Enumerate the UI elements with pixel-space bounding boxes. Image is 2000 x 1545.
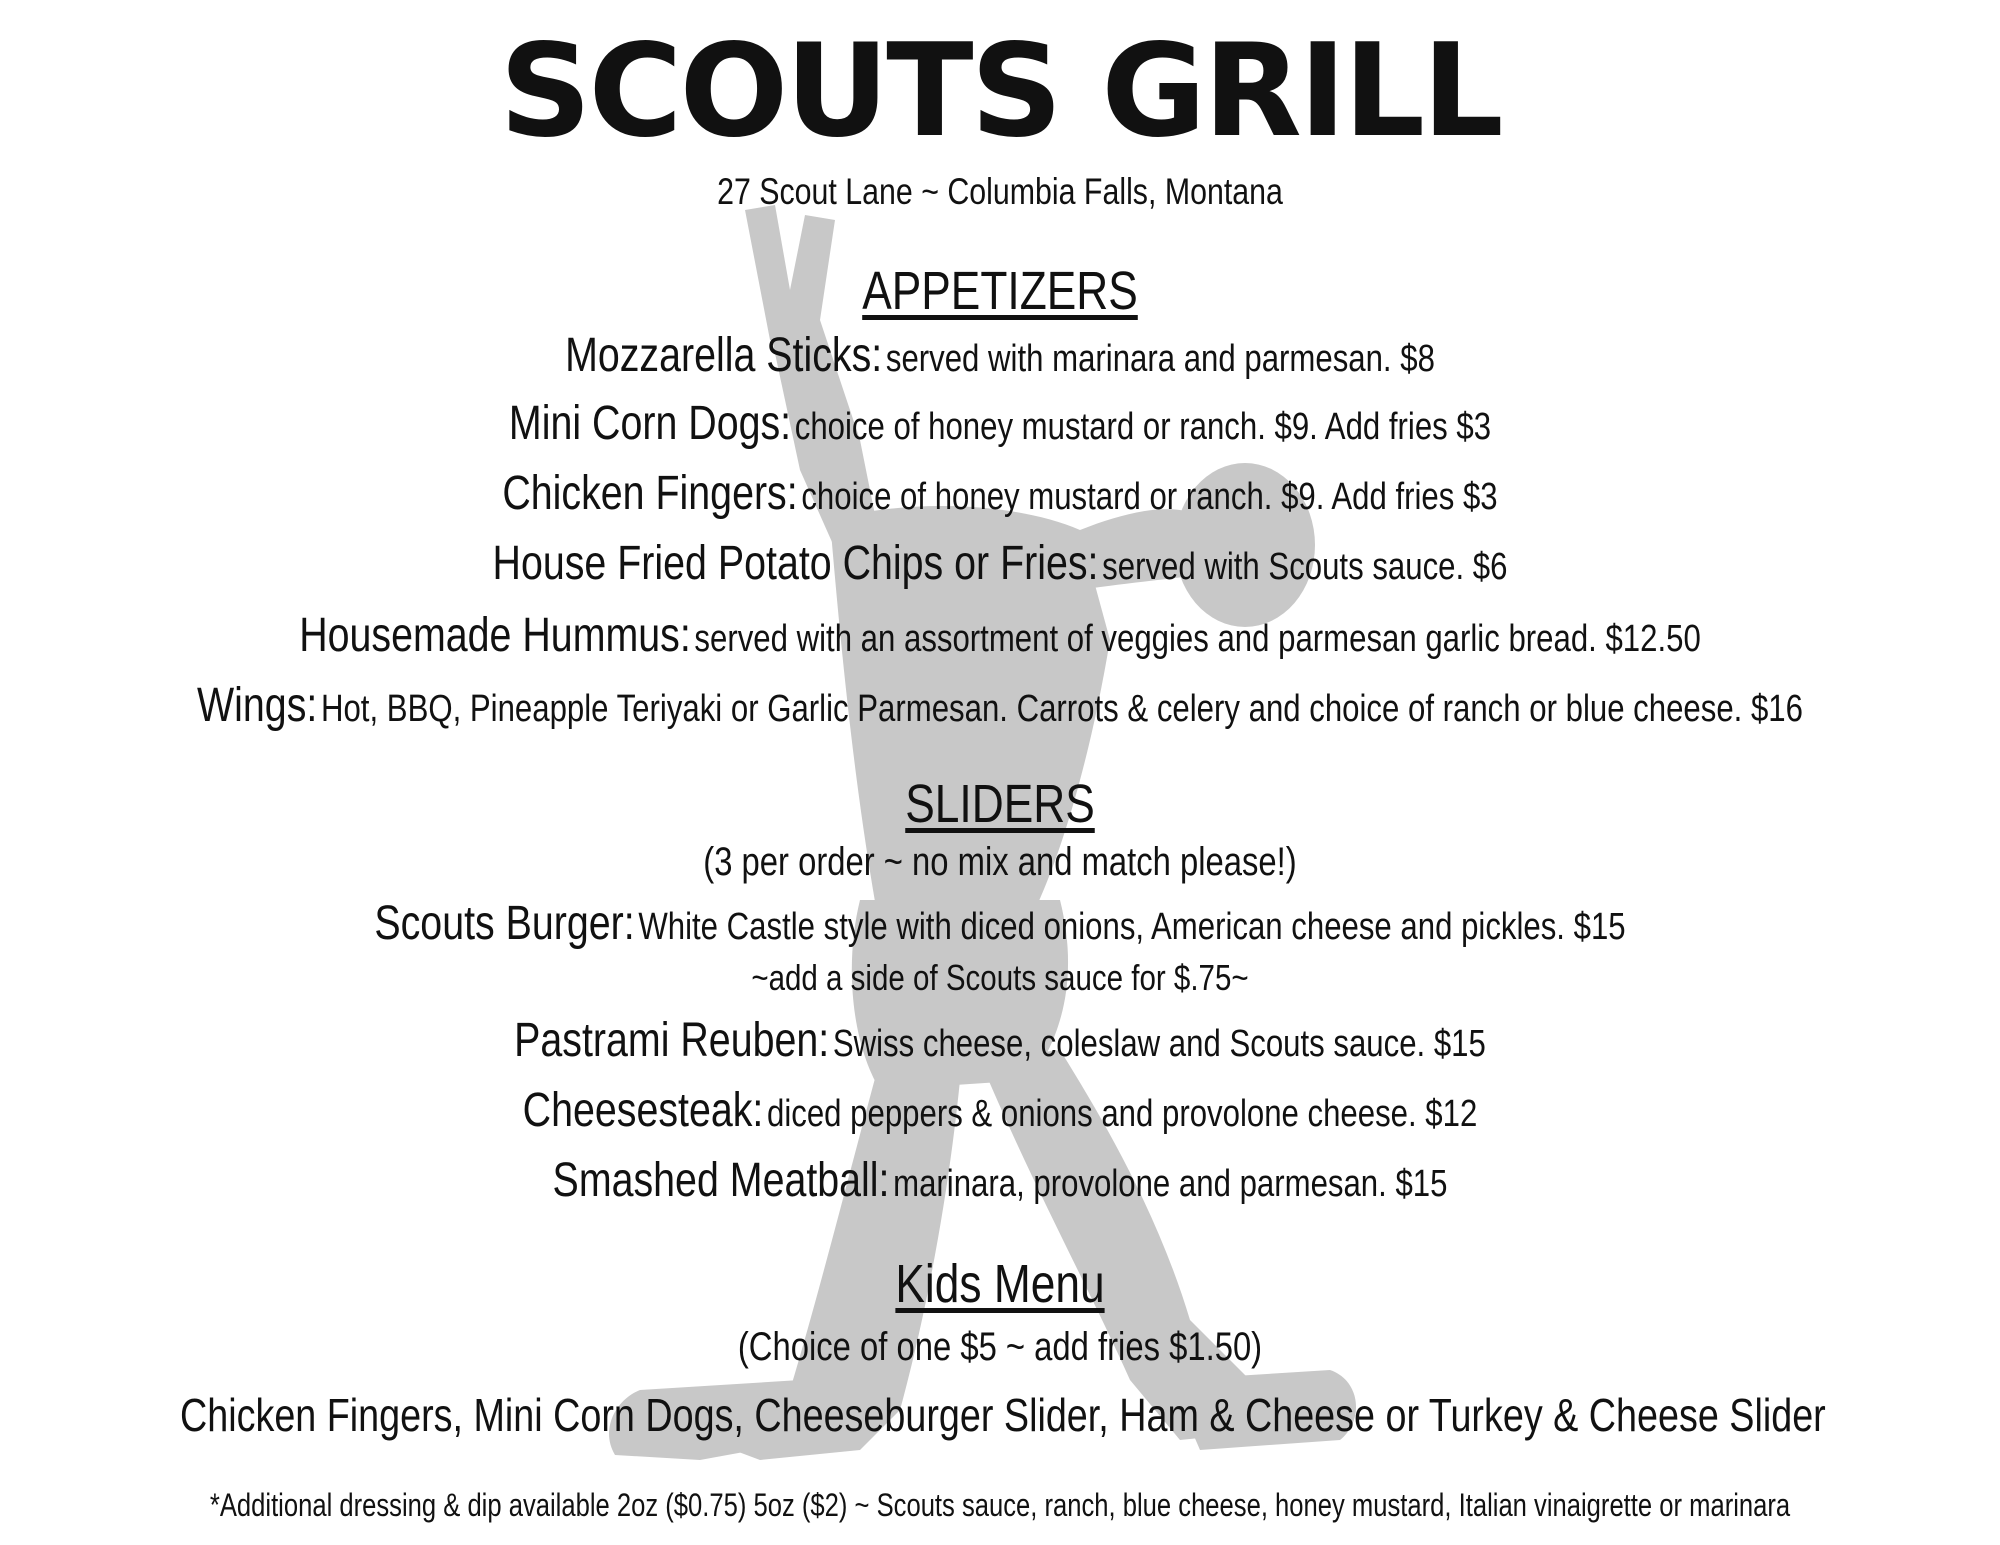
item-name: Mozzarella Sticks: [565,329,883,382]
item-name: Housemade Hummus: [299,609,691,662]
item-description: Hot, BBQ, Pineapple Teriyaki or Garlic Parmesan. Carrots & celery and choice of ranch or blue cheese. $16 [320,688,1803,730]
menu-item [180,610,1820,663]
burger-addon-note: ~add a side of Scouts sauce for $.75~ [751,957,1249,998]
sliders-note: (3 per order ~ no mix and match please!) [703,840,1297,884]
kids-items: Chicken Fingers, Mini Corn Dogs, Cheeseburger Slider, Ham & Cheese or Turkey & Cheese Slider [180,1389,1826,1441]
menu-item [180,1155,1820,1208]
kids-note: (Choice of one $5 ~ add fries $1.50) [737,1325,1263,1369]
item-name: Mini Corn Dogs: [508,397,792,450]
footnote: *Additional dressing & dip available 2oz ($0.75) 5oz ($2) ~ Scouts sauce, ranch, blue cheese, honey mustard, Italian vinaigrette or marinara [209,1487,1791,1523]
item-name: Wings: [197,679,318,732]
menu-item [180,330,1820,383]
item-name: House Fried Potato Chips or Fries: [492,537,1099,590]
menu-item [180,468,1820,521]
item-description: served with an assortment of veggies and parmesan garlic bread. $12.50 [694,618,1701,660]
item-name: Scouts Burger: [374,897,635,950]
item-name: Cheesesteak: [522,1084,764,1137]
restaurant-address: 27 Scout Lane ~ Columbia Falls, Montana [717,171,1283,212]
menu-item [180,680,1820,733]
item-description: White Castle style with diced onions, American cheese and pickles. $15 [638,906,1626,948]
item-description: Swiss cheese, coleslaw and Scouts sauce. $15 [832,1023,1486,1065]
item-name: Pastrami Reuben: [514,1014,830,1067]
item-description: served with marinara and parmesan. $8 [885,338,1435,380]
kids-heading: Kids Menu [895,1254,1105,1314]
menu-item [180,898,1820,951]
menu-item [180,1015,1820,1068]
item-name: Chicken Fingers: [502,467,798,520]
item-description: marinara, provolone and parmesan. $15 [893,1163,1448,1205]
menu-item [180,398,1820,451]
item-description: choice of honey mustard or ranch. $9. Add fries $3 [801,476,1498,518]
appetizers-heading: APPETIZERS [862,261,1138,321]
menu-item [180,538,1820,591]
item-description: served with Scouts sauce. $6 [1102,546,1508,588]
menu-item [180,1085,1820,1138]
item-description: choice of honey mustard or ranch. $9. Add fries $3 [794,406,1492,448]
item-name: Smashed Meatball: [552,1154,890,1207]
item-description: diced peppers & onions and provolone cheese. $12 [767,1093,1478,1135]
sliders-heading: SLIDERS [905,774,1095,834]
restaurant-title: SCOUTS GRILL [499,17,1501,166]
